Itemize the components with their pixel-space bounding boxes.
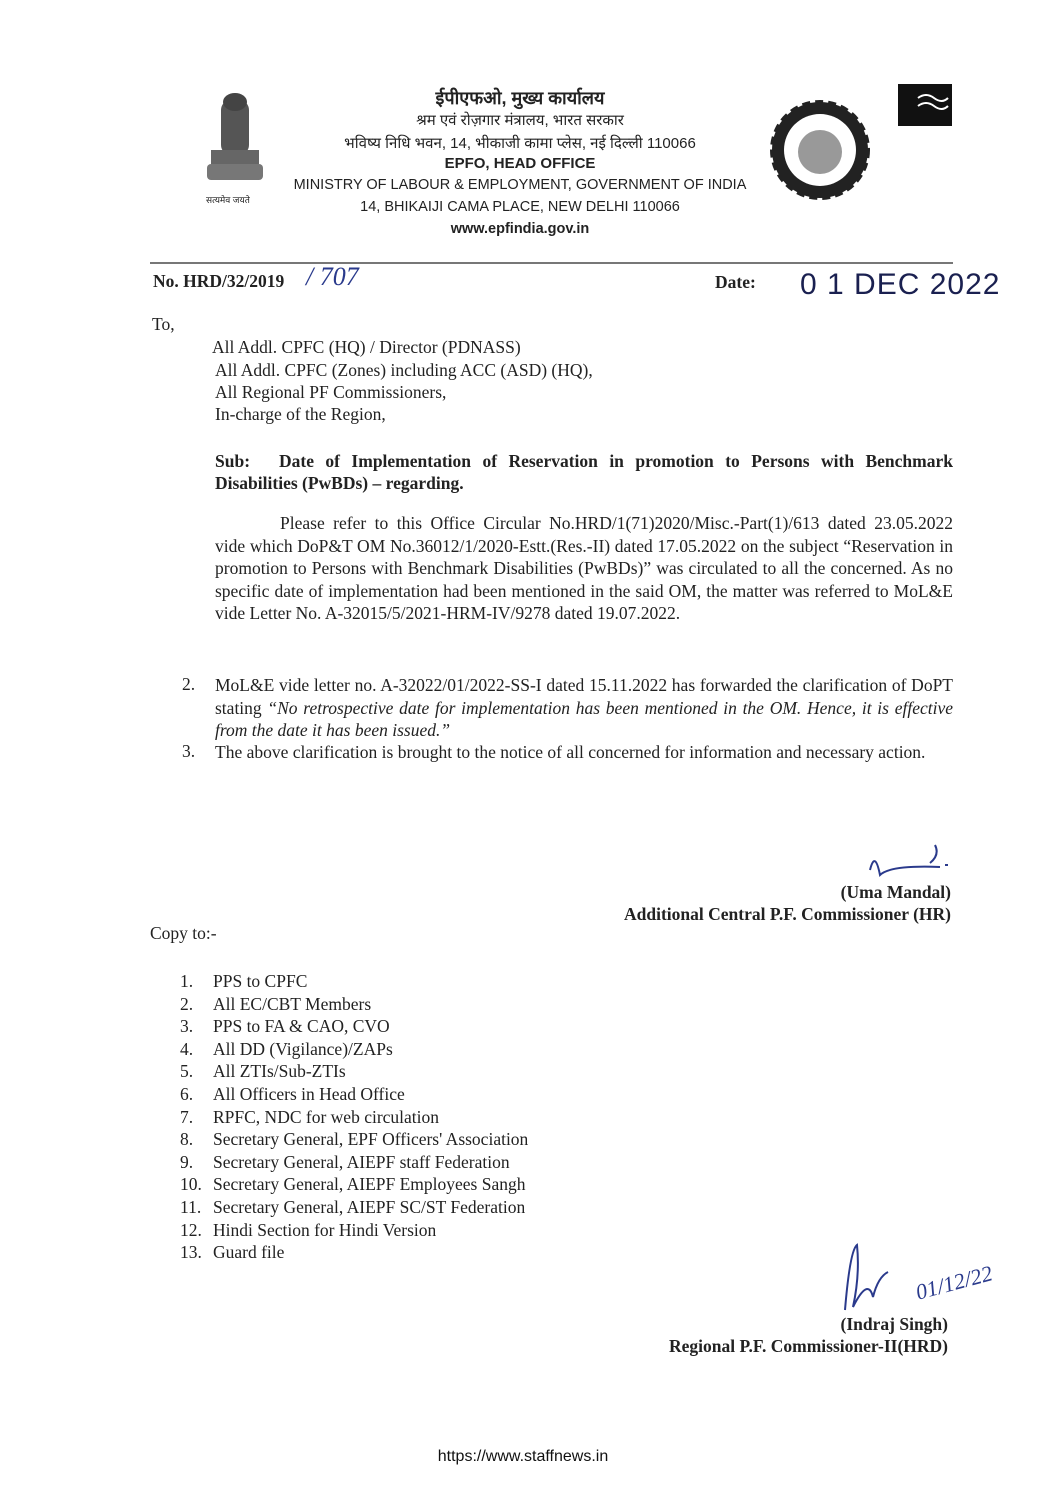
- copy-to-item-number: 8.: [180, 1129, 194, 1150]
- copy-to-item-text: All Officers in Head Office: [213, 1083, 405, 1104]
- copy-to-item-number: 12.: [180, 1219, 202, 1240]
- recipient: All Regional PF Commissioners,: [215, 382, 447, 402]
- copy-to-list: [180, 970, 528, 1264]
- copy-to-item-number: 3.: [180, 1016, 194, 1037]
- copy-to-item: [180, 1196, 528, 1219]
- header-hindi-title: ईपीएफओ, मुख्य कार्यालय: [435, 88, 605, 108]
- signature-date: 01/12/22: [912, 1260, 996, 1305]
- signatory-2-designation: Regional P.F. Commissioner-II(HRD): [668, 1336, 948, 1356]
- copy-to-item-text: PPS to CPFC: [213, 971, 308, 991]
- copy-to-item-number: 6.: [180, 1083, 194, 1104]
- copy-to-item-text: Secretary General, AIEPF Employees Sangh: [213, 1174, 526, 1195]
- copy-to-item-number: 7.: [180, 1106, 194, 1127]
- copy-to-label: Copy to:-: [150, 923, 217, 943]
- copy-to-item: [180, 970, 528, 993]
- copy-to-item-number: 5.: [180, 1061, 194, 1082]
- signatory-2-name: (Indraj Singh): [840, 1314, 948, 1334]
- signature-uma-mandal: [860, 840, 970, 885]
- copy-to-item-text: Secretary General, AIEPF staff Federation: [213, 1151, 510, 1172]
- header-office: EPFO, HEAD OFFICE: [444, 155, 596, 172]
- epfo-logo-icon: [770, 100, 870, 200]
- header-ministry: MINISTRY OF LABOUR & EMPLOYMENT, GOVERNMENT OF INDIA: [293, 177, 747, 193]
- copy-to-item-text: PPS to FA & CAO, CVO: [213, 1016, 390, 1037]
- paragraph-3: The above clarification is brought to the notice of all concerned for information and necessary action.: [215, 742, 926, 762]
- date-label: Date:: [715, 272, 756, 292]
- emblem-motto: सत्यमेव जयते: [206, 195, 250, 205]
- header-hindi-address: भविष्य निधि भवन, 14, भीकाजी कामा प्लेस, नई दिल्ली 110066: [344, 135, 696, 152]
- copy-to-item-text: RPFC, NDC for web circulation: [213, 1106, 440, 1127]
- copy-to-item: [180, 1128, 528, 1151]
- header-hindi-ministry: श्रम एवं रोज़गार मंत्रालय, भारत सरकार: [416, 112, 624, 129]
- national-emblem-icon: [203, 90, 267, 210]
- date-stamp: 0 1 DEC 2022: [800, 268, 1001, 301]
- recipient: In-charge of the Region,: [215, 404, 386, 424]
- copy-to-item: [180, 993, 528, 1016]
- copy-to-item-text: All DD (Vigilance)/ZAPs: [213, 1038, 393, 1059]
- copy-to-item: [180, 1151, 528, 1174]
- copy-to-item-number: 9.: [180, 1151, 194, 1172]
- header-address: 14, BHIKAIJI CAMA PLACE, NEW DELHI 110066: [360, 199, 680, 215]
- paragraph-1: Please refer to this Office Circular No.HRD/1(71)2020/Misc.-Part(1)/613 dated 23.05.2022 vide which DoP&T OM No.36012/1/2020-Estt.(Res.-II) dated 17.05.2022 on the subject “Reservation in promotion to Persons with Benchmark Disabilities (PwBDs)” was circulated to all the concerned. As no specific date of implementation had been mentioned in the said OM, the matter was referred to MoL&E vide Letter No. A-32015/5/2021-HRM-IV/9278 dated 19.07.2022.: [215, 513, 953, 624]
- paragraph-3-number: 3.: [182, 741, 196, 761]
- reference-number: No. HRD/32/2019: [153, 271, 285, 291]
- header-website: www.epfindia.gov.in: [450, 221, 590, 237]
- signatory-1-designation: Additional Central P.F. Commissioner (HR): [623, 904, 951, 924]
- azadi-ka-amrit-mahotsav-logo-icon: [898, 84, 952, 126]
- copy-to-item-number: 4.: [180, 1038, 194, 1059]
- copy-to-item: [180, 1015, 528, 1038]
- subject-text: Date of Implementation of Reservation in promotion to Persons with Benchmark Disabilities (PwBDs) – regarding.: [215, 451, 953, 493]
- copy-to-item: [180, 1038, 528, 1061]
- paragraph-2-text: MoL&E vide letter no. A-32022/01/2022-SS-I dated 15.11.2022 has forwarded the clarification of DoPT stating: [215, 675, 953, 718]
- copy-to-item-text: All EC/CBT Members: [213, 993, 372, 1014]
- copy-to-item: [180, 1106, 528, 1129]
- recipient: All Addl. CPFC (HQ) / Director (PDNASS): [212, 337, 521, 357]
- copy-to-item-text: All ZTIs/Sub-ZTIs: [213, 1061, 346, 1082]
- copy-to-item-text: Secretary General, EPF Officers' Association: [213, 1129, 529, 1150]
- copy-to-item-text: Guard file: [213, 1242, 285, 1263]
- header-divider: [150, 262, 953, 264]
- copy-to-item: [180, 1219, 528, 1242]
- copy-to-item: [180, 1173, 528, 1196]
- paragraph-2: [215, 674, 953, 742]
- copy-to-item-number: 11.: [180, 1196, 202, 1217]
- copy-to-item-number: 2.: [180, 993, 194, 1014]
- copy-to-item: [180, 1241, 528, 1264]
- to-label: To,: [152, 314, 175, 334]
- paragraph-2-number: 2.: [182, 674, 196, 694]
- footer-url[interactable]: https://www.staffnews.in: [437, 1448, 609, 1465]
- copy-to-item: [180, 1060, 528, 1083]
- copy-to-item-number: 13.: [180, 1242, 202, 1263]
- copy-to-item-number: 1.: [180, 971, 194, 991]
- subject-label: Sub:: [215, 451, 251, 471]
- copy-to-item: [180, 1083, 528, 1106]
- recipient: All Addl. CPFC (Zones) including ACC (ASD) (HQ),: [215, 360, 593, 380]
- copy-to-item-text: Secretary General, AIEPF SC/ST Federation: [213, 1196, 526, 1217]
- paragraph-2-quote: “No retrospective date for implementation has been mentioned in the OM. Hence, it is effective from the date it has been issued.”: [215, 697, 953, 741]
- handwritten-number: / 707: [306, 262, 359, 291]
- copy-to-item-number: 10.: [180, 1174, 202, 1195]
- signatory-1-name: (Uma Mandal): [840, 882, 951, 902]
- copy-to-item-text: Hindi Section for Hindi Version: [213, 1219, 437, 1240]
